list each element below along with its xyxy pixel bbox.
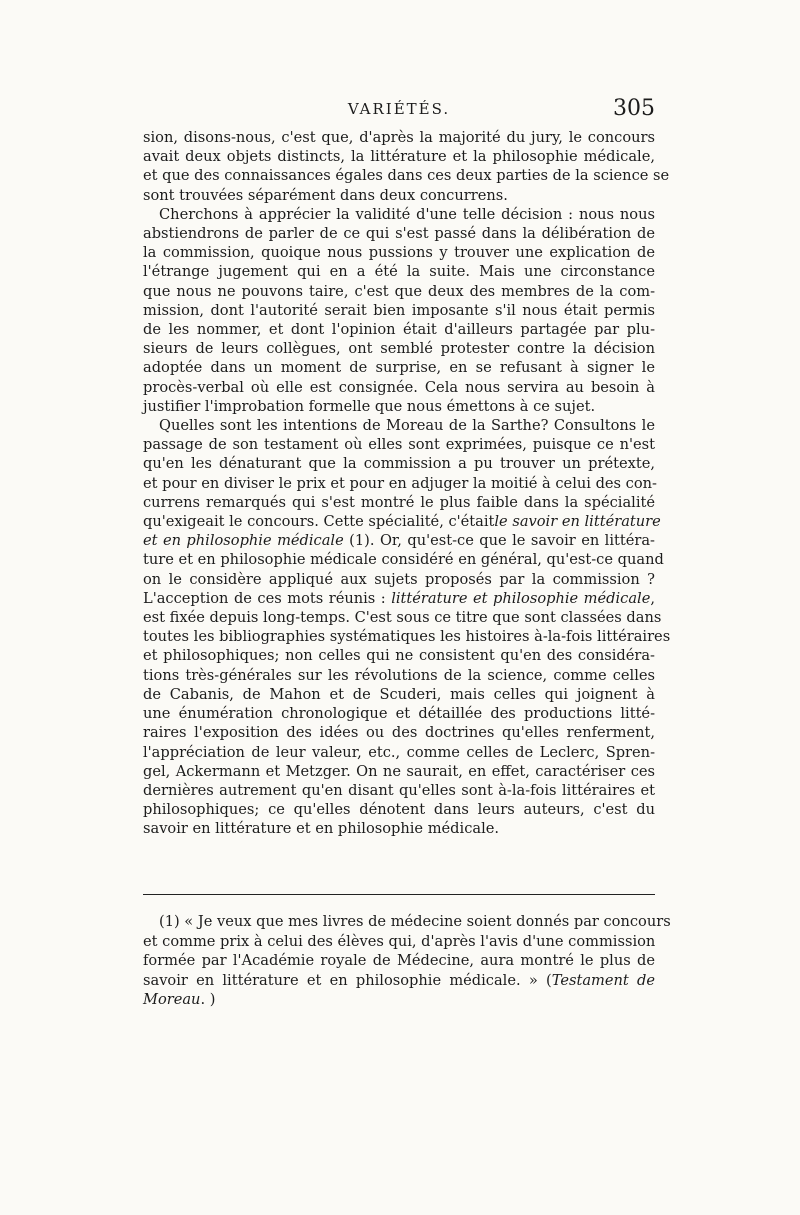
body-text: sion, disons-nous, c'est que, d'après la majorité du jury, le concours (143, 129, 655, 146)
body-line (143, 378, 655, 397)
body-line (143, 685, 655, 704)
main-text (143, 128, 671, 839)
body-text: qu'en les dénaturant que la commission a pu trouver un prétexte, (143, 455, 655, 473)
body-line (143, 531, 655, 550)
body-text: avait deux objets distincts, la littérature et la philosophie médicale, (143, 148, 655, 166)
body-text: L'acception de ces mots réunis : (143, 589, 392, 607)
body-line (143, 320, 655, 339)
body-text: philosophiques; ce qu'elles dénotent dans leurs auteurs, c'est du (143, 801, 655, 819)
body-line (143, 743, 655, 762)
body-text: et philosophiques; non celles qui ne consistent qu'en des considéra- (143, 647, 655, 665)
body-italic-text: le savoir en littérature (494, 513, 661, 531)
footnote-italic-text: Testament de (551, 971, 655, 989)
body-text: gel, Ackermann et Metzger. On ne saurait, en effet, caractériser ces (143, 762, 655, 780)
body-text: l'appréciation de leur valeur, etc., comme celles de Leclerc, Spren- (143, 743, 655, 761)
body-text: est fixée depuis long-temps. C'est sous ce titre que sont classées dans (143, 609, 662, 627)
body-line (143, 781, 655, 800)
body-text: justifier l'improbation formelle que nous émettons à ce sujet. (143, 397, 596, 415)
footnote-italic-text: Moreau (143, 991, 201, 1009)
footnote-text: formée par l'Académie royale de Médecine, aura montré le plus de (143, 952, 655, 970)
footnote-rule (143, 894, 655, 895)
body-line (143, 282, 655, 301)
body-line (143, 608, 662, 627)
body-text: Quelles sont les intentions de Moreau de la Sarthe? Consultons le (159, 417, 655, 435)
footnote-text: . ) (200, 991, 216, 1009)
footnote-line (143, 971, 655, 991)
footnote-line (143, 951, 655, 971)
body-line (143, 205, 655, 224)
body-line (143, 186, 655, 205)
body-line (143, 646, 655, 665)
body-text: et que des connaissances égales dans ces deux parties de la science se (143, 167, 670, 185)
body-line (143, 800, 655, 819)
body-line (143, 512, 661, 531)
body-line (143, 339, 655, 358)
body-italic-text: littérature et philosophie médicale (391, 589, 651, 607)
body-text: de les nommer, et dont l'opinion était d'ailleurs partagée par plu- (143, 321, 655, 339)
body-text: on le considère appliqué aux sujets proposés par la commission ? (143, 570, 655, 588)
body-line (143, 147, 655, 166)
body-line (143, 704, 655, 723)
footnote-text: savoir en littérature et en philosophie médicale. » ( (143, 971, 552, 989)
body-text: la commission, quoique nous pussions y trouver une explication de (143, 244, 655, 262)
body-line (143, 416, 655, 435)
footnote-line (143, 990, 655, 1010)
body-text: savoir en littérature et en philosophie médicale. (143, 820, 500, 838)
body-text: (1). Or, qu'est-ce que le savoir en littéra- (343, 532, 655, 550)
body-italic-text: et en philosophie médicale (143, 532, 344, 550)
body-text: passage de son testament où elles sont exprimées, puisque ce n'est (143, 436, 655, 454)
body-text: toutes les bibliographies systématiques les histoires à-la-fois littéraires (143, 628, 671, 646)
body-line (143, 454, 655, 473)
footnote-text: et comme prix à celui des élèves qui, d'après l'avis d'une commission (143, 932, 656, 950)
body-line (143, 589, 655, 608)
body-text: procès-verbal où elle est consignée. Cela nous servira au besoin à (143, 378, 655, 396)
body-text: sieurs de leurs collègues, ont semblé protester contre la décision (143, 340, 655, 358)
body-text: , (650, 589, 655, 607)
body-text: mission, dont l'autorité serait bien imposante s'il nous était permis (143, 301, 655, 319)
footnote (143, 912, 671, 1010)
body-line (143, 301, 655, 320)
body-text: adoptée dans un moment de surprise, en se refusant à signer le (143, 359, 655, 377)
body-text: l'étrange jugement qui en a été la suite. Mais une circonstance (143, 263, 655, 281)
running-title: VARIÉTÉS. (347, 100, 451, 118)
body-line (143, 627, 671, 646)
body-line (143, 262, 655, 281)
body-line (143, 166, 670, 185)
body-line (143, 358, 655, 377)
body-text: de Cabanis, de Mahon et de Scuderi, mais celles qui joignent à (143, 685, 655, 703)
running-header (143, 96, 655, 126)
body-line (143, 397, 655, 416)
body-text: raires l'exposition des idées ou des doctrines qu'elles renferment, (143, 724, 655, 742)
body-text: Cherchons à apprécier la validité d'une telle décision : nous nous (159, 205, 655, 223)
body-text: que nous ne pouvons taire, c'est que deux des membres de la com- (143, 282, 655, 300)
body-text: dernières autrement qu'en disant qu'elles sont à-la-fois littéraires et (143, 781, 655, 799)
body-text: tions très-générales sur les révolutions de la science, comme celles (143, 666, 655, 684)
body-text: qu'exigeait le concours. Cette spécialité, c'était (143, 513, 495, 531)
body-line (143, 128, 655, 147)
body-text: et pour en diviser le prix et pour en adjuger la moitié à celui des con- (143, 474, 657, 492)
body-line (143, 550, 664, 569)
body-text: une énumération chronologique et détaillée des productions litté- (143, 705, 655, 723)
body-line (143, 224, 655, 243)
page-number: 305 (613, 96, 655, 121)
body-line (143, 819, 655, 838)
footnote-text: (1) « Je veux que mes livres de médecine soient donnés par concours (159, 913, 671, 930)
footnote-line (143, 912, 671, 932)
body-text: sont trouvées séparément dans deux concurrens. (143, 186, 508, 204)
body-line (143, 493, 655, 512)
body-line (143, 570, 655, 589)
body-text: abstiendrons de parler de ce qui s'est passé dans la délibération de (143, 225, 655, 243)
body-line (143, 243, 655, 262)
body-text: currens remarqués qui s'est montré le plus faible dans la spécialité (143, 493, 655, 511)
body-text: ture et en philosophie médicale considéré en général, qu'est-ce quand (143, 551, 664, 569)
body-line (143, 723, 655, 742)
body-line (143, 474, 655, 493)
footnote-line (143, 932, 655, 952)
body-line (143, 762, 655, 781)
body-line (143, 435, 655, 454)
body-line (143, 666, 655, 685)
